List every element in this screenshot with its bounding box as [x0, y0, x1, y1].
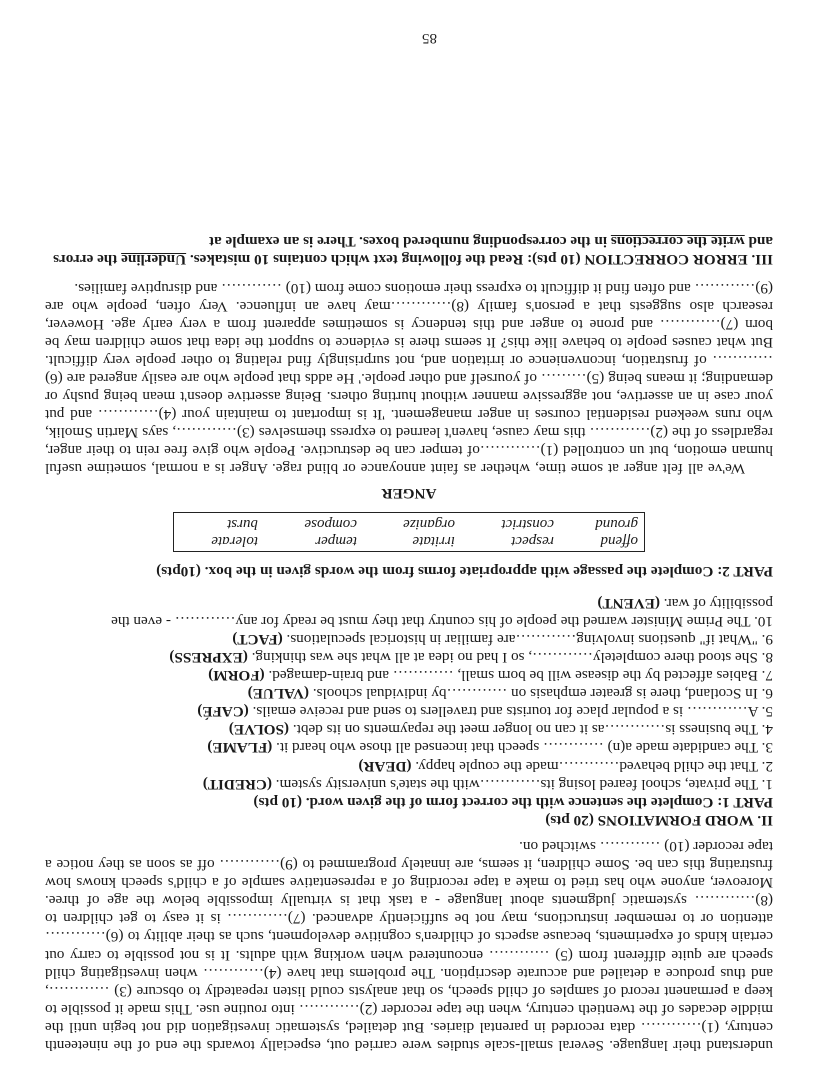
list-item: 10. The Prime Minister warned the people of his country that they must be ready for any………… - even the possibility of war. (EVENT)	[111, 594, 773, 630]
list-item: 3. The candidate made a(n) ………… speech that incensed all those who heard it. (FLAME)	[207, 739, 773, 757]
section2-title: II. WORD FORMATIONS (20 pts)	[545, 811, 773, 829]
box-word: tolerate	[211, 532, 258, 549]
list-item: 4. The business is…………as it can no longer meet the repayments on its debt. (SOLVE)	[228, 721, 773, 739]
list-item: 1. The private, school feared losing its…………with the state's university system. (CREDIT)	[202, 775, 773, 793]
list-item: 8. She stood there completely…………, so I had no idea at all what she was thinking. (EXPRESS)	[169, 649, 773, 667]
box-word: irritate	[412, 532, 456, 549]
word-box-row	[174, 515, 644, 532]
box-word: temper	[315, 532, 357, 549]
section1-paragraph: understand their language. Several small-scale studies were carried out, especially towards the end of the nineteenth century, (1)………… data recorded in parental diaries. But detailed, systematic investigation did not begin until the middle decades of the twentieth century, when the tape recorder (2)………… into routine use. This made it possible to keep a permanent record of samples of child speech, so that analysts could listen repeatedly to obscure (3) …………, and thus produce a detailed and accurate description. The problems that have (4)………… when investigating child speech are quite different from (5) ………… encountered when working with adults. It is not possible to carry out certain kinds of experiments, because aspects of children's cognitive development, such as their ability to (6)…………attention or to remember instructions, may not be sufficiently advanced. (7)………… is it easy to get children to (8)………… systematic judgments about language - a task that is virtually impossible below the age of three. Moreover, anyone who has tried to make a tape recording of a representative sample of a child's speech knows how frustrating this can be. Some children, it seems, are innately programmed to (9)………… off as soon as they notice a tape recorder (10) ………… switched on.	[45, 837, 773, 1054]
box-word: compose	[304, 515, 357, 532]
passage-title: ANGER	[381, 484, 437, 502]
word-formation-list	[45, 594, 773, 793]
part2-title: PART 2: Complete the passage with appropriate forms from the words given in the box. (10pts)	[156, 562, 773, 580]
box-word: ground	[595, 515, 638, 532]
list-item: 2. That the child behaved…………made the couple happy. (DEAR)	[358, 757, 773, 775]
list-item: 6. In Scotland, there is greater emphasis on …………by individual schools. (VALUE)	[247, 685, 773, 703]
box-word: burst	[227, 515, 258, 532]
list-item: 5. A………… is a popular place for tourists and travellers to send and receive emails. (CAFÉ)	[197, 703, 773, 721]
box-word: constrict	[501, 515, 554, 532]
list-item: 7. Babies affected by the disease will be born small, ………… and brain-damaged. (FORM)	[208, 667, 773, 685]
word-box-row	[174, 532, 644, 549]
box-word: offend	[600, 532, 638, 549]
box-word: organize	[403, 515, 456, 532]
document-body	[45, 232, 773, 1054]
part1-title: PART 1: Complete the sentence with the correct form of the given word. (10 pts)	[253, 793, 773, 811]
box-word: respect	[511, 532, 554, 549]
anger-passage: We've all felt anger at some time, whether as faint annoyance or blind rage. Anger is a normal, sometime useful human emotion, but un controlled (1)…………of temper can be destructive. People who give free rein to their anger, regardless of the (2)………… this may cause, haven't learned to express themselves (3)…………, says Martin Smolik, who runs weekend residential courses in anger management. 'It is important to maintain your (4)………… and put your case in an assertive, not aggressive manner without hurting others. Being assertive doesn't mean being pushy or demanding; it means being (5)……… of yourself and other people.' He adds that people who are easily angered are (6) ………… of frustration, inconvenience or irritation and, not surprisingly find relating to other people very difficult. But what causes people to behave like this? It seems there is evidence to support the idea that some children may be born (7)………… and prone to anger and this tendency is sometimes apparent from a very early age. However, research also suggests that a person's family (8)…………may have an influence. Very often, people who are (9)………… and often find it difficult to express their emotions come from (10) ………… and disruptive families.	[45, 279, 773, 478]
page-number: 85	[422, 30, 437, 46]
section3-title: III. ERROR CORRECTION (10 pts): Read the following text which contains 10 mistakes. Underline the errors and write the corrections in the corresponding numbered boxes. There is an example at	[53, 233, 773, 269]
list-item: 9. "What if" questions involving…………are familiar in historical speculations. (FACT)	[232, 630, 773, 648]
word-box	[173, 512, 645, 552]
